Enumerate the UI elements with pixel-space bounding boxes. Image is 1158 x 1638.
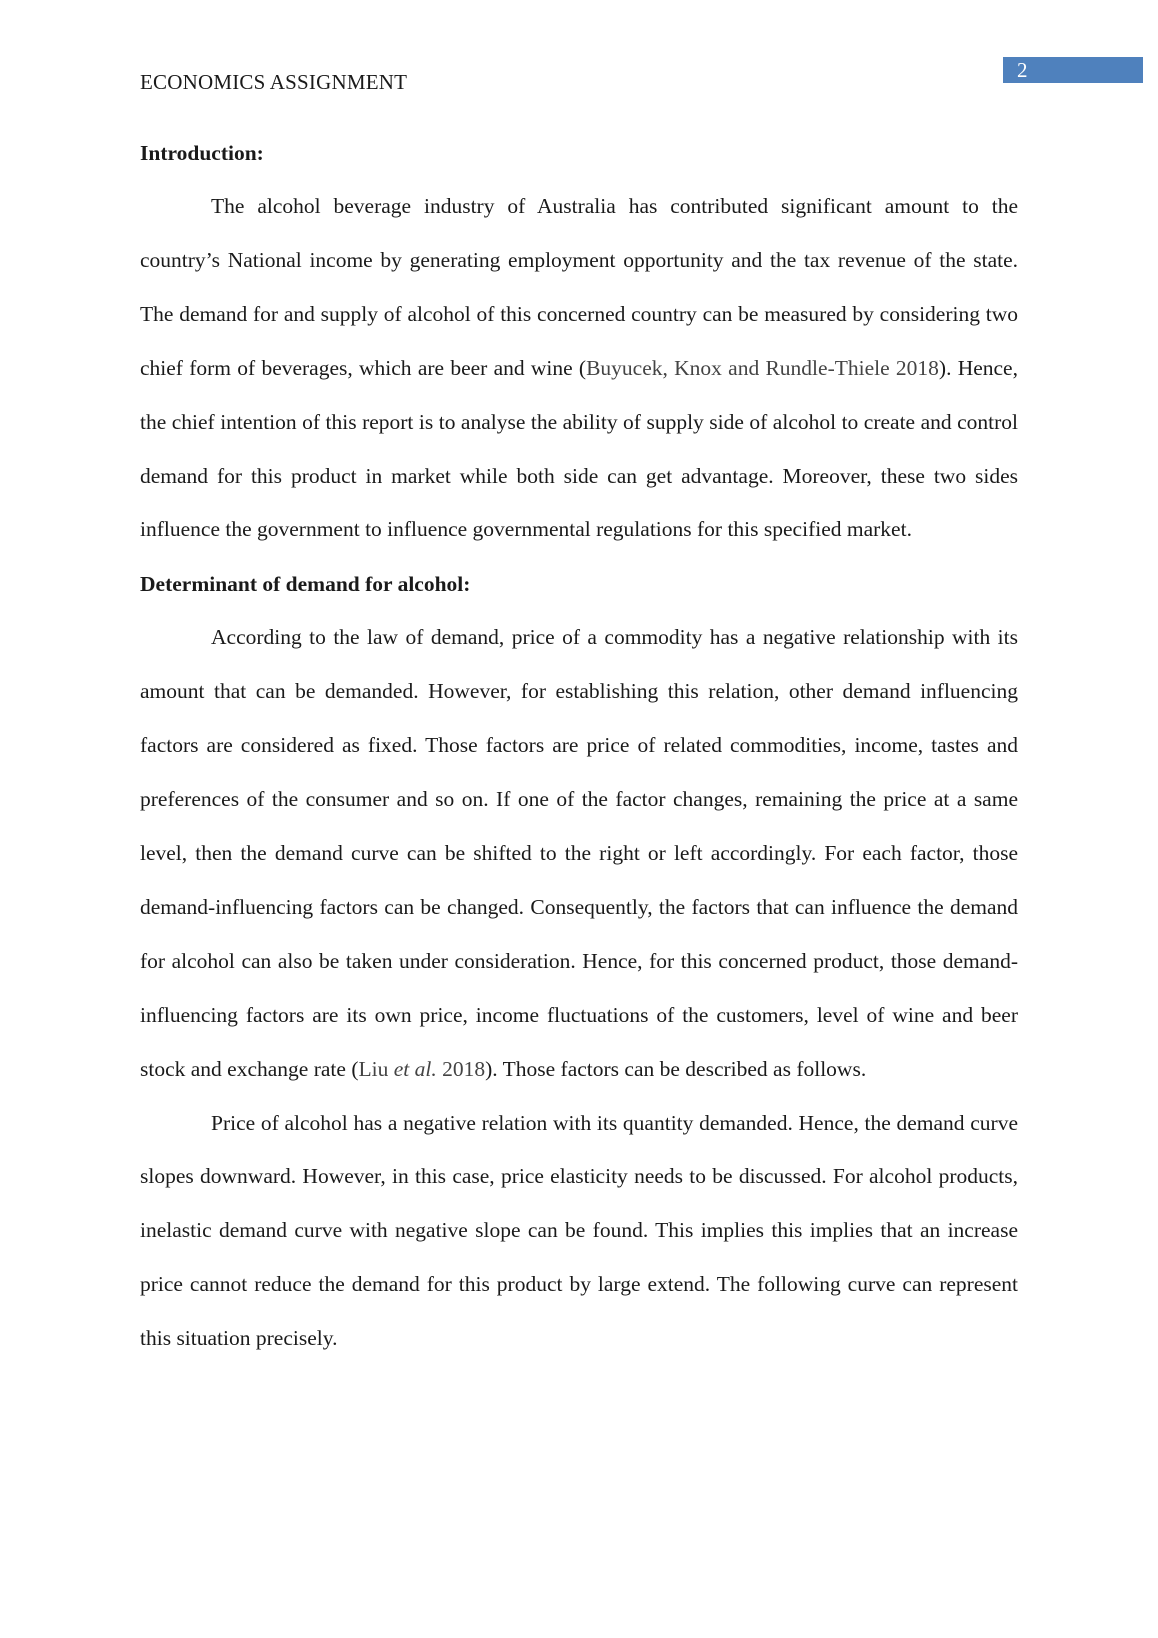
citation-liu-author: Liu — [358, 1056, 394, 1081]
determinants-paragraph-1 — [140, 611, 1018, 1096]
introduction-heading: Introduction: — [140, 141, 264, 165]
introduction-paragraph — [140, 180, 1018, 557]
determinants-paragraph-2: Price of alcohol has a negative relation with its quantity demanded. Hence, the demand curve slopes downward. However, in this case, price elasticity needs to be discussed. For alcohol products, inelastic demand curve with negative slope can be found. This implies this implies that an increase price cannot reduce the demand for this product by large extend. The following curve can represent this situation precisely. — [140, 1110, 1018, 1351]
citation-buyucek: Buyucek, Knox and Rundle-Thiele 2018 — [586, 355, 939, 380]
determinants-text-part-2: ). Those factors can be described as follows. — [485, 1056, 867, 1081]
running-head: ECONOMICS ASSIGNMENT — [140, 70, 408, 94]
introduction-text-part-1: The alcohol beverage industry of Australia has contributed significant amount to the country’s National income by generating employment opportunity and the tax revenue of the state. The demand for and supply of alcohol of this concerned country can be measured by considering two chief form of beverages, which are beer and wine ( — [140, 194, 1018, 380]
page-number: 2 — [1017, 58, 1028, 82]
citation-liu — [358, 1057, 485, 1081]
citation-liu-year: 2018 — [436, 1056, 486, 1081]
determinants-heading: Determinant of demand for alcohol: — [140, 572, 471, 597]
citation-liu-etal: et al. — [393, 1056, 437, 1081]
introduction-text-part-2: ). Hence, the chief intention of this report is to analyse the ability of supply side of alcohol to create and control demand for this product in market while both side can get advantage. Moreover, these two sides influence the government to influence governmental regulations for this specified market. — [140, 355, 1018, 542]
determinants-text-part-1: According to the law of demand, price of a commodity has a negative relationship with its amount that can be demanded. However, for establishing this relation, other demand influencing factors are considered as fixed. Those factors are price of related commodities, income, tastes and preferences of the consumer and so on. If one of the factor changes, remaining the price at a same level, then the demand curve can be shifted to the right or left accordingly. For each factor, those demand-influencing factors can be changed. Consequently, the factors that can influence the demand for alcohol can also be taken under consideration. Hence, for this concerned product, those demand-influencing factors are its own price, income fluctuations of the customers, level of wine and beer stock and exchange rate ( — [140, 625, 1018, 1081]
page-number-badge — [1003, 57, 1143, 83]
document-body — [140, 126, 1018, 1366]
